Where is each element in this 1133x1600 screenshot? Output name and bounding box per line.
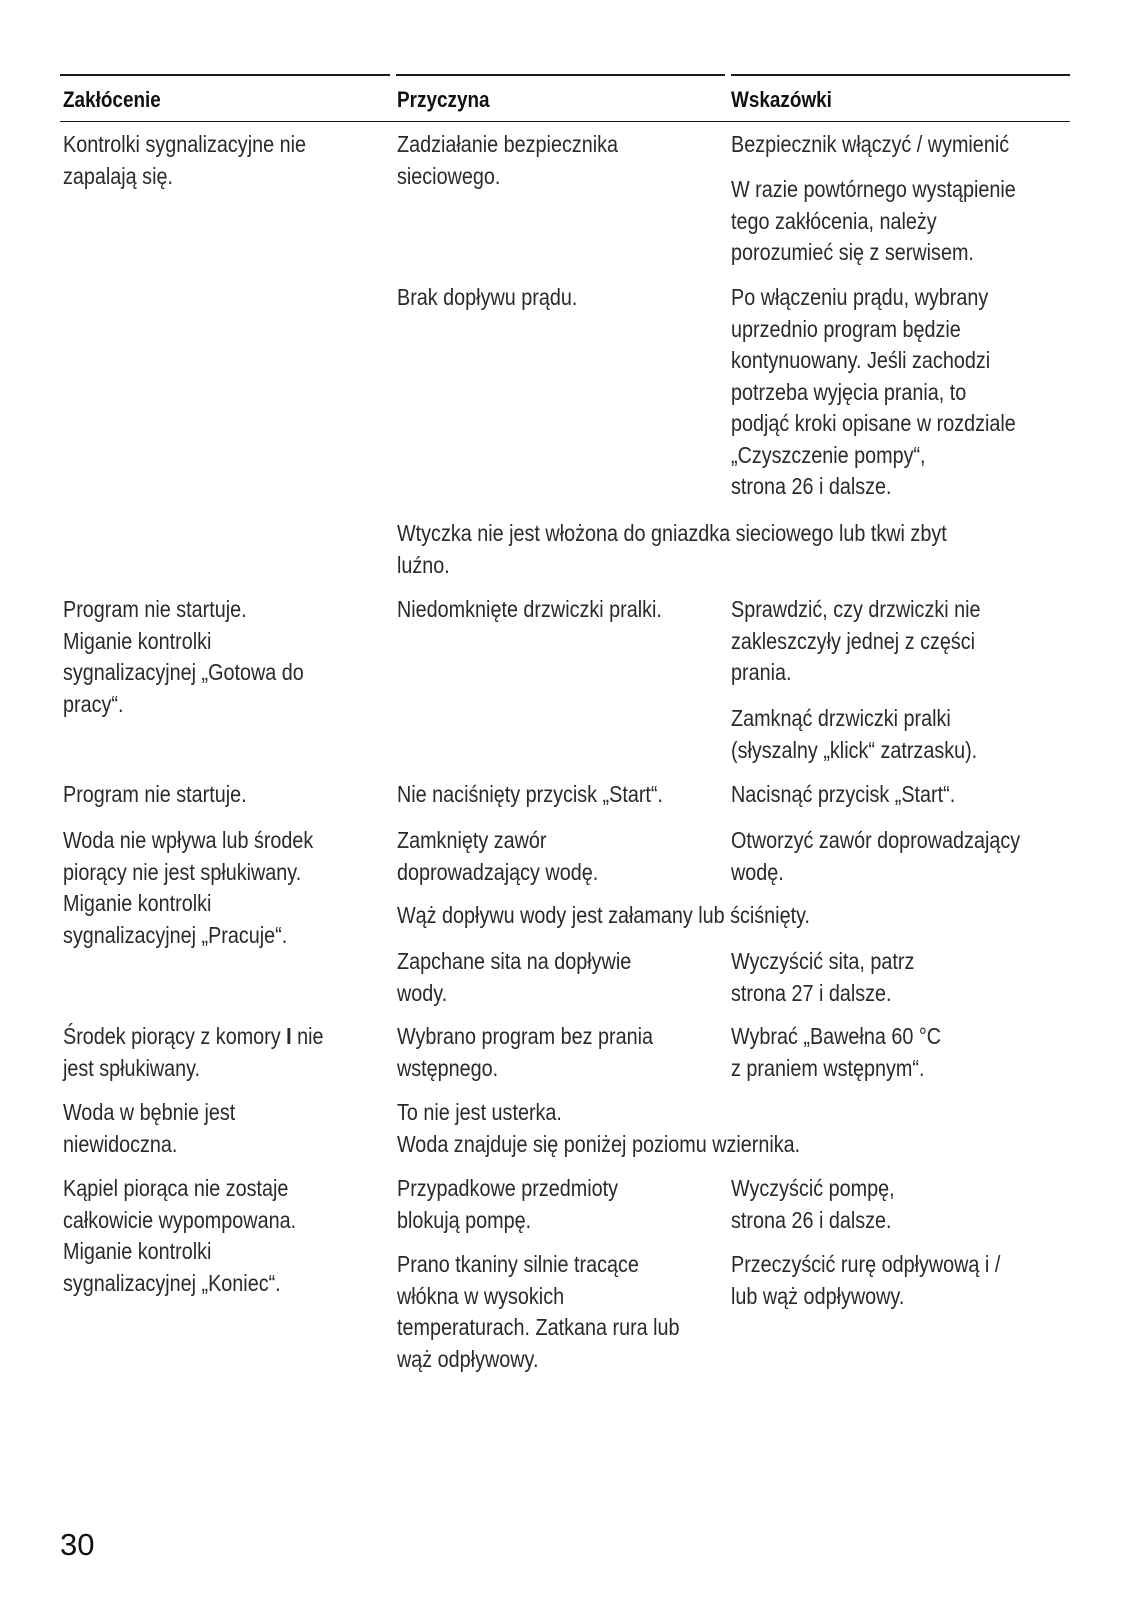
tip-text: Nacisnąć przycisk „Start“. bbox=[731, 781, 956, 807]
fault-text-part: Środek piorący z komory bbox=[63, 1023, 287, 1049]
tip-text: Wyczyścić pompę, strona 26 i dalsze. bbox=[731, 1175, 895, 1233]
header-rule bbox=[60, 121, 1070, 122]
tip-text: Zamknąć drzwiczki pralki (słyszalny „klick“ zatrzasku). bbox=[731, 705, 978, 763]
fault-text: Woda w bębnie jest niewidoczna. bbox=[63, 1099, 236, 1157]
table-top-rule bbox=[60, 74, 1070, 76]
tip-text: Wyczyścić sita, patrz strona 27 i dalsze. bbox=[731, 948, 915, 1006]
tip-text: Po włączeniu prądu, wybrany uprzednio program będzie kontynuowany. Jeśli zachodzi potrzeba wyjęcia prania, to podjąć kroki opisane w rozdziale „Czyszczenie pompy“, strona 26 i dalsze. bbox=[731, 284, 1016, 499]
tip-text: W razie powtórnego wystąpienie tego zakłócenia, należy porozumieć się z serwisem. bbox=[731, 176, 1016, 265]
cause-text: Nie naciśnięty przycisk „Start“. bbox=[397, 781, 664, 807]
cause-text: Zamknięty zawór doprowadzający wodę. bbox=[397, 827, 599, 885]
cause-text: Wąż dopływu wody jest załamany lub ściśnięty. bbox=[397, 902, 810, 928]
fault-text: Program nie startuje. Miganie kontrolki sygnalizacyjnej „Gotowa do pracy“. bbox=[63, 596, 304, 717]
fault-text: Program nie startuje. bbox=[63, 781, 247, 807]
column-gap bbox=[390, 74, 396, 78]
cause-text: Przypadkowe przedmioty blokują pompę. bbox=[397, 1175, 618, 1233]
header-cause: Przyczyna bbox=[397, 87, 490, 112]
cause-text: Brak dopływu prądu. bbox=[397, 284, 578, 310]
column-gap bbox=[725, 74, 731, 78]
cause-text: Niedomknięte drzwiczki pralki. bbox=[397, 596, 662, 622]
cause-text: Wtyczka nie jest włożona do gniazdka sieciowego lub tkwi zbyt luźno. bbox=[397, 520, 947, 578]
fault-text: Woda nie wpływa lub środek piorący nie jest spłukiwany. Miganie kontrolki sygnalizacyjnej „Pracuje“. bbox=[63, 827, 314, 948]
fault-text bbox=[63, 1021, 324, 1084]
cause-text: Zapchane sita na dopływie wody. bbox=[397, 948, 632, 1006]
cause-text: Zadziałanie bezpiecznika sieciowego. bbox=[397, 131, 619, 189]
fault-text: Kontrolki sygnalizacyjne nie zapalają się. bbox=[63, 131, 306, 189]
tip-text: Przeczyścić rurę odpływową i / lub wąż odpływowy. bbox=[731, 1251, 1001, 1309]
header-fault: Zakłócenie bbox=[63, 87, 161, 112]
header-tips: Wskazówki bbox=[731, 87, 832, 112]
tip-text: Bezpiecznik włączyć / wymienić bbox=[731, 131, 1010, 157]
cause-text: Wybrano program bez prania wstępnego. bbox=[397, 1023, 653, 1081]
compartment-label: I bbox=[286, 1023, 292, 1049]
tip-text: Wybrać „Bawełna 60 °C z praniem wstępnym“. bbox=[731, 1023, 942, 1081]
fault-text-part: nie jest spłukiwany. bbox=[63, 1023, 324, 1081]
cause-text: To nie jest usterka. Woda znajduje się poniżej poziomu wziernika. bbox=[397, 1099, 801, 1157]
fault-text: Kąpiel piorąca nie zostaje całkowicie wypompowana. Miganie kontrolki sygnalizacyjnej „Koniec“. bbox=[63, 1175, 297, 1296]
tip-text: Otworzyć zawór doprowadzający wodę. bbox=[731, 827, 1021, 885]
tip-text: Sprawdzić, czy drzwiczki nie zakleszczyły jednej z części prania. bbox=[731, 596, 981, 685]
cause-text: Prano tkaniny silnie tracące włókna w wysokich temperaturach. Zatkana rura lub wąż odpływowy. bbox=[397, 1251, 680, 1372]
page-number: 30 bbox=[60, 1527, 95, 1562]
